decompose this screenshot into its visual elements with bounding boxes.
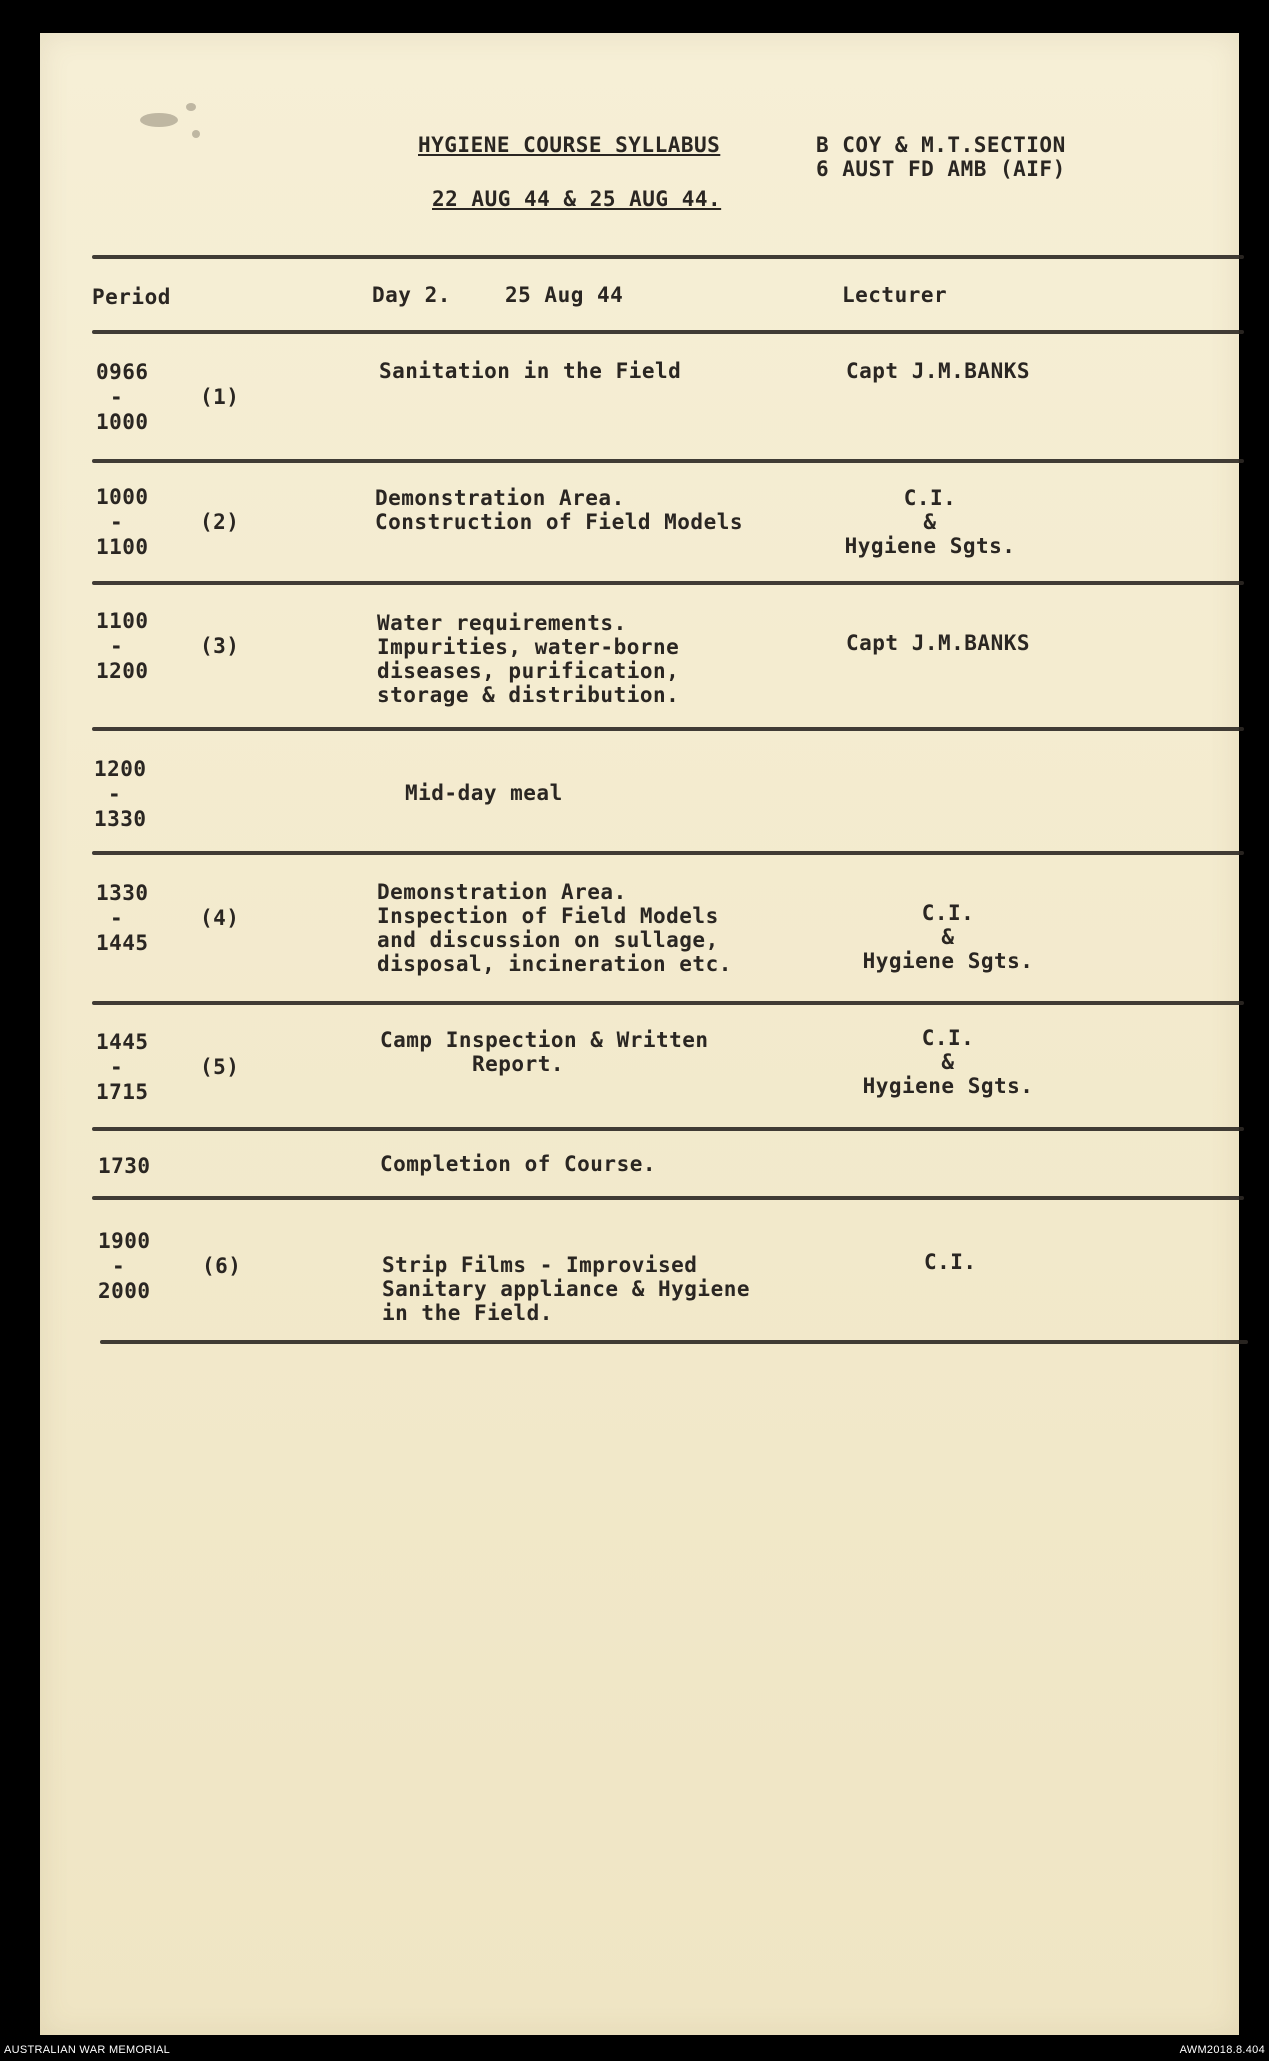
period-dash: - bbox=[110, 634, 124, 658]
period-end: 1330 bbox=[94, 807, 147, 831]
session-subject: Completion of Course. bbox=[380, 1152, 657, 1176]
divider bbox=[92, 851, 1244, 855]
session-subject: Demonstration Area. Construction of Field Models bbox=[375, 486, 744, 534]
period-start: 0966 bbox=[96, 360, 149, 384]
divider bbox=[92, 1001, 1244, 1005]
divider bbox=[92, 1127, 1244, 1131]
session-number: (4) bbox=[200, 906, 240, 930]
divider bbox=[100, 1340, 1248, 1344]
session-lecturer: C.I. bbox=[924, 1250, 977, 1274]
staple-mark bbox=[140, 113, 178, 127]
divider bbox=[92, 255, 1244, 259]
staple-mark bbox=[192, 130, 200, 138]
session-lecturer: Capt J.M.BANKS bbox=[846, 631, 1031, 655]
period-end: 1100 bbox=[96, 535, 149, 559]
period-end: 1445 bbox=[96, 931, 149, 955]
session-subject: Demonstration Area. Inspection of Field Models and discussion on sullage, disposal, incineration etc. bbox=[377, 880, 732, 976]
period-end: 1200 bbox=[96, 659, 149, 683]
divider bbox=[92, 330, 1244, 334]
session-subject: Camp Inspection & Written Report. bbox=[380, 1028, 709, 1076]
period-start: 1330 bbox=[96, 881, 149, 905]
column-header-day: Day 2. bbox=[372, 283, 451, 307]
period-dash: - bbox=[110, 906, 124, 930]
period-end: 1715 bbox=[96, 1080, 149, 1104]
session-lecturer: C.I. & Hygiene Sgts. bbox=[862, 901, 1034, 973]
staple-mark bbox=[186, 103, 196, 111]
session-lecturer: C.I. & Hygiene Sgts. bbox=[862, 1026, 1034, 1098]
footer-credit: AUSTRALIAN WAR MEMORIAL bbox=[4, 2044, 171, 2056]
period-end: 2000 bbox=[98, 1279, 151, 1303]
column-header-lecturer: Lecturer bbox=[842, 283, 948, 307]
session-number: (2) bbox=[200, 510, 240, 534]
session-number: (6) bbox=[202, 1254, 242, 1278]
period-start: 1200 bbox=[94, 757, 147, 781]
divider bbox=[92, 581, 1244, 585]
course-dates: 22 AUG 44 & 25 AUG 44. bbox=[432, 187, 722, 211]
session-lecturer: C.I. & Hygiene Sgts. bbox=[844, 486, 1016, 558]
column-header-period: Period bbox=[92, 285, 171, 309]
session-number: (5) bbox=[200, 1055, 240, 1079]
session-lecturer: Capt J.M.BANKS bbox=[846, 359, 1031, 383]
unit-line-1: B COY & M.T.SECTION bbox=[816, 133, 1066, 157]
footer-accession: AWM2018.8.404 bbox=[1179, 2044, 1265, 2056]
period-start: 1000 bbox=[96, 485, 149, 509]
period-dash: - bbox=[110, 510, 124, 534]
divider bbox=[92, 459, 1244, 463]
session-number: (1) bbox=[200, 385, 240, 409]
divider bbox=[92, 1196, 1244, 1200]
session-subject: Sanitation in the Field bbox=[379, 359, 682, 383]
period-dash: - bbox=[110, 1055, 124, 1079]
column-header-date: 25 Aug 44 bbox=[505, 283, 624, 307]
period-end: 1000 bbox=[96, 410, 149, 434]
unit-line-2: 6 AUST FD AMB (AIF) bbox=[816, 157, 1066, 181]
document-page bbox=[40, 33, 1239, 2035]
session-number: (3) bbox=[200, 634, 240, 658]
period-dash: - bbox=[108, 782, 122, 806]
document-title: HYGIENE COURSE SYLLABUS bbox=[418, 133, 721, 157]
period-start: 1100 bbox=[96, 609, 149, 633]
period-start: 1900 bbox=[98, 1229, 151, 1253]
period-dash: - bbox=[110, 385, 124, 409]
period-dash: - bbox=[112, 1254, 126, 1278]
period-start: 1730 bbox=[98, 1154, 151, 1178]
session-subject: Water requirements. Impurities, water-borne diseases, purification, storage & distribution. bbox=[377, 611, 680, 707]
period-start: 1445 bbox=[96, 1030, 149, 1054]
session-subject: Strip Films - Improvised Sanitary appliance & Hygiene in the Field. bbox=[382, 1253, 751, 1325]
divider bbox=[92, 727, 1244, 731]
session-subject: Mid-day meal bbox=[405, 781, 563, 805]
